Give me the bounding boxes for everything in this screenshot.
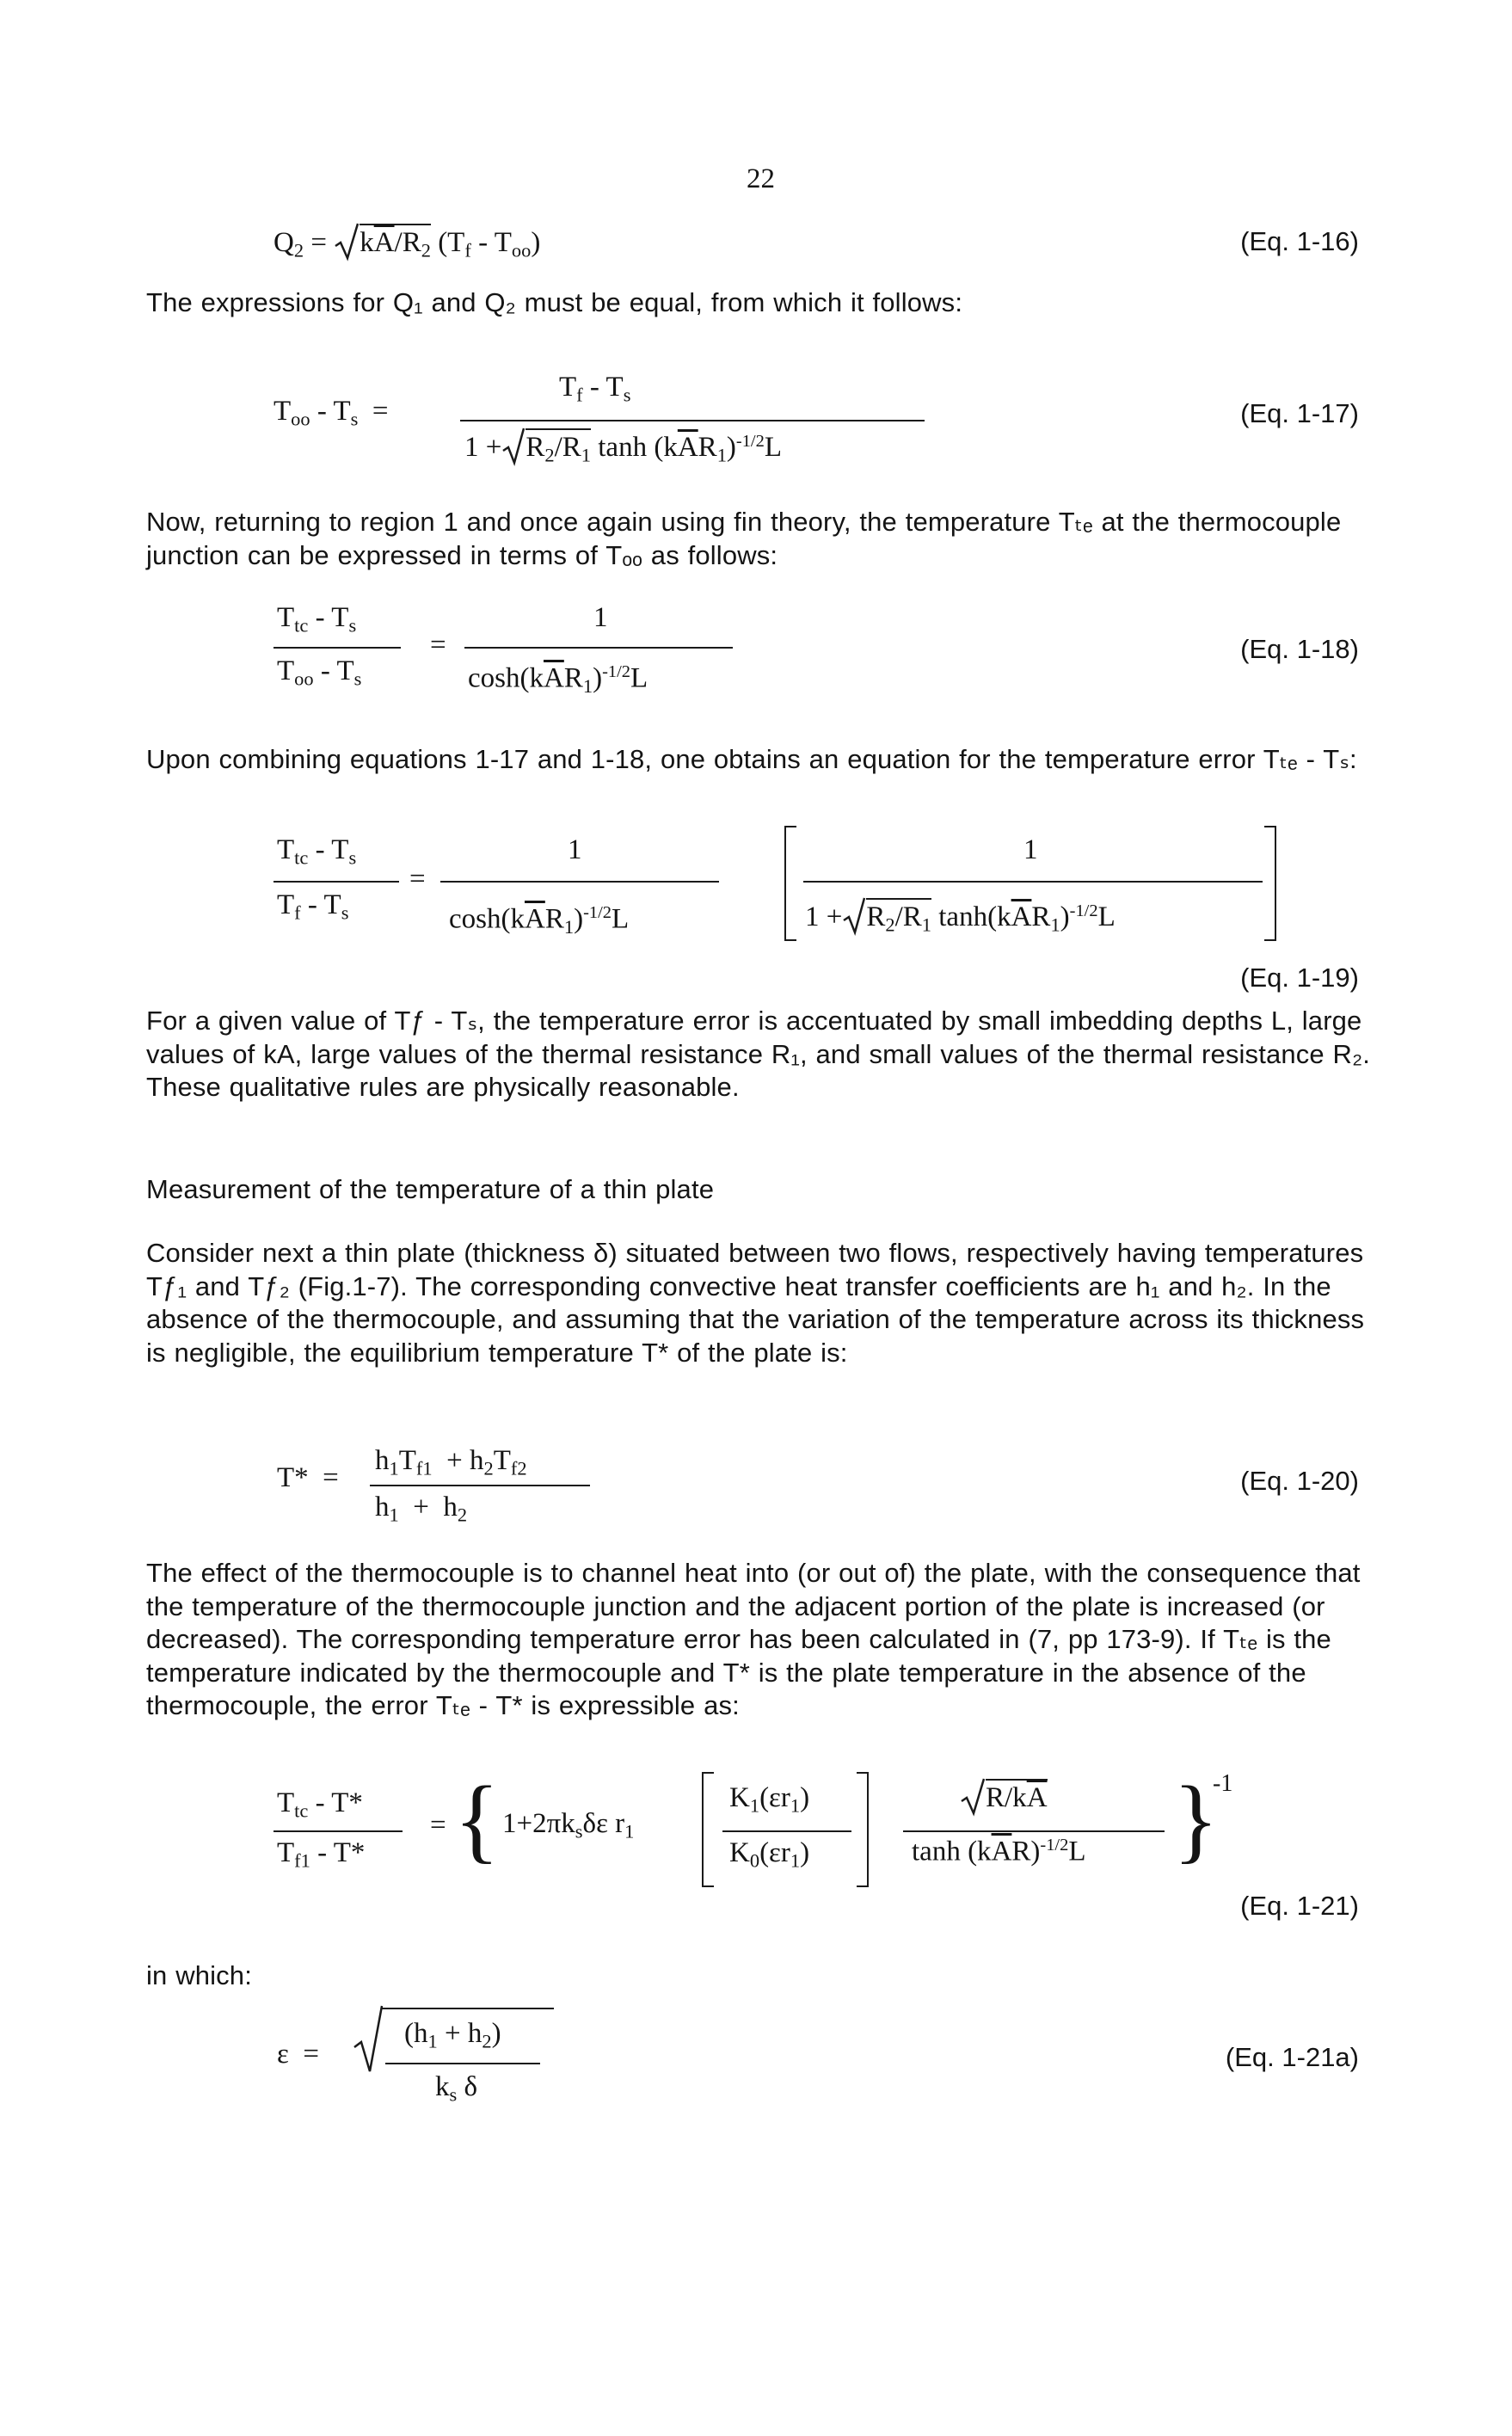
- equation-1-21-tanh: $\tanh (k\overline{A}R)^{-1/2}L$: [912, 1836, 1086, 1867]
- equation-1-16: $Q_2 = k\overline{A}/R_2$ $(T_f - T_{oo})$: [274, 222, 540, 262]
- equation-1-18-lhs-num: $T_{tc} - T_s$: [277, 602, 357, 637]
- fraction-bar: [464, 647, 733, 649]
- equation-1-19-mid-num: 1: [568, 834, 582, 865]
- equals-sign: =: [409, 864, 426, 895]
- paragraph-thin-plate: [146, 1237, 1385, 1369]
- paragraph-text: The effect of the thermocouple is to channel heat into (or out of) the plate, with the consequence that the temperature of the thermocouple junction and the adjacent portion of the plate is increased (or decreased). The corresponding temperature error has been calculated in (7, pp 173-9). If Tₜₑ is the temperature indicated by the thermocouple and T* is the plate temperature in the absence of the thermocouple, the error Tₜₑ - T* is expressible as:: [146, 1558, 1361, 1720]
- equation-1-18-lhs-den: $T_{oo} - T_s$: [277, 655, 362, 690]
- in-which-label: [146, 1959, 1385, 1993]
- eq-label-1-17: (Eq. 1-17): [1240, 398, 1359, 428]
- equation-1-17-denominator: $1 + R_2/R_1$ $\tanh (k\overline{A}R_1)^{-1/2}L$: [464, 427, 782, 467]
- paragraph-thermocouple-effect: [146, 1557, 1385, 1723]
- paragraph-text: Now, returning to region 1 and once again using fin theory, the temperature Tₜₑ at the thermocouple junction can be expressed in terms of Tₒₒ as follows:: [146, 507, 1342, 570]
- equation-1-19-right-num: 1: [1023, 834, 1038, 865]
- sqrt-sign: [353, 2004, 384, 2073]
- equation-1-21a-den: $k_s$ δ: [435, 2071, 478, 2106]
- paragraph-text: The expressions for Q₁ and Q₂ must be equal, from which it follows:: [146, 287, 963, 317]
- eq-label-1-16: (Eq. 1-16): [1240, 226, 1359, 256]
- fraction-bar: [274, 881, 399, 883]
- fraction-bar: [274, 1830, 403, 1832]
- equation-1-21a-lhs: ε =: [277, 2039, 319, 2070]
- equation-1-17-lhs: $T_{oo} - T_s$ =: [274, 396, 389, 430]
- equation-1-21-exponent: -1: [1213, 1770, 1233, 1797]
- right-brace: }: [1173, 1767, 1219, 1872]
- paragraph-fin-theory: [146, 506, 1385, 572]
- paragraph-text: For a given value of Tƒ - Tₛ, the temperature error is accentuated by small imbedding depths L, large values of kA, large values of the thermal resistance R₁, and small values of the thermal resistance R₂. These qualitative rules are physically reasonable.: [146, 1006, 1371, 1102]
- equation-1-21-lhs-num: $T_{tc} - T*$: [277, 1787, 363, 1822]
- paragraph-equal-expressions: [146, 286, 1385, 320]
- equation-1-19-mid-den: $\cosh(k\overline{A}R_1)^{-1/2}L$: [449, 903, 630, 938]
- fraction-bar: [385, 2063, 540, 2064]
- equation-1-21a-sqrt: [353, 2004, 384, 2073]
- equation-1-18-rhs-den: $\cosh(k\overline{A}R_1)^{-1/2}L$: [468, 662, 648, 697]
- sqrt-overline: [382, 2008, 554, 2009]
- equation-1-20-den: $h_1 + h_2$: [375, 1492, 468, 1526]
- equation-1-20-lhs: T* =: [277, 1462, 339, 1493]
- section-heading: [146, 1173, 1385, 1207]
- section-heading-text: Measurement of the temperature of a thin plate: [146, 1174, 715, 1204]
- paragraph-text: in which:: [146, 1960, 252, 1990]
- equation-1-21-k1: $K_1(\varepsilon r_1)$: [729, 1782, 810, 1817]
- equation-1-21-lhs-den: $T_{f1} - T*$: [277, 1837, 366, 1872]
- fraction-bar: [803, 881, 1263, 883]
- equation-1-19-lhs-den: $T_f - T_s$: [277, 889, 349, 924]
- page-number: 22: [747, 163, 775, 194]
- eq-label-1-21: (Eq. 1-21): [1240, 1891, 1359, 1921]
- sqrt-sign: [501, 427, 526, 466]
- paragraph-text: Consider next a thin plate (thickness δ) situated between two flows, respectively having temperatures Tƒ₁ and Tƒ₂ (Fig.1-7). The corresponding convective heat transfer coefficients are h₁ and h₂. In the absence of the thermocouple, and assuming that the variation of the temperature across its thickness is negligible, the equilibrium temperature T* of the plate is:: [146, 1238, 1365, 1368]
- fraction-bar: [903, 1830, 1165, 1832]
- fraction-bar: [274, 647, 401, 649]
- eq-label-1-18: (Eq. 1-18): [1240, 634, 1359, 664]
- equals-sign: =: [430, 630, 446, 661]
- equation-1-19-lhs-num: $T_{tc} - T_s$: [277, 834, 357, 869]
- equation-1-21-term: $1+2\pi k_s\delta\varepsilon$ $r_1$: [502, 1808, 635, 1842]
- left-bracket: [702, 1772, 714, 1887]
- right-bracket: [857, 1772, 869, 1887]
- equation-1-20-num: $h_1T_{f1} + h_2T_{f2}$: [375, 1445, 527, 1479]
- right-bracket: [1264, 826, 1276, 941]
- left-bracket: [784, 826, 796, 941]
- sqrt-sign: [842, 896, 866, 936]
- fraction-bar: [370, 1485, 590, 1486]
- eq-label-1-21a: (Eq. 1-21a): [1225, 2042, 1359, 2072]
- fraction-bar: [440, 881, 719, 883]
- eq-label-1-19: (Eq. 1-19): [1240, 963, 1359, 993]
- equation-1-21-k0: $K_0(\varepsilon r_1)$: [729, 1837, 810, 1872]
- sqrt-sign: [960, 1777, 986, 1817]
- equation-1-21-sqrt-num: $R/k\overline{A}$: [960, 1777, 1048, 1817]
- paragraph-qualitative-rules: [146, 1005, 1385, 1104]
- equals-sign: =: [430, 1810, 446, 1841]
- paragraph-text: Upon combining equations 1-17 and 1-18, one obtains an equation for the temperature error Tₜₑ - Tₛ:: [146, 744, 1357, 774]
- equation-1-21a-num: $(h_1 + h_2)$: [404, 2018, 501, 2052]
- equation-1-18-rhs-num: 1: [593, 602, 608, 633]
- fraction-bar: [460, 420, 925, 421]
- left-brace: {: [454, 1767, 500, 1872]
- equation-1-17-numerator: $T_f - T_s$: [559, 372, 631, 406]
- eq-label-1-20: (Eq. 1-20): [1240, 1466, 1359, 1496]
- sqrt-sign: [334, 222, 360, 261]
- fraction-bar: [722, 1830, 851, 1832]
- equation-1-19-right-den: $1 + R_2/R_1$ $\tanh(k\overline{A}R_1)^{-1/2}L$: [805, 896, 1116, 937]
- paragraph-combining: [146, 743, 1385, 777]
